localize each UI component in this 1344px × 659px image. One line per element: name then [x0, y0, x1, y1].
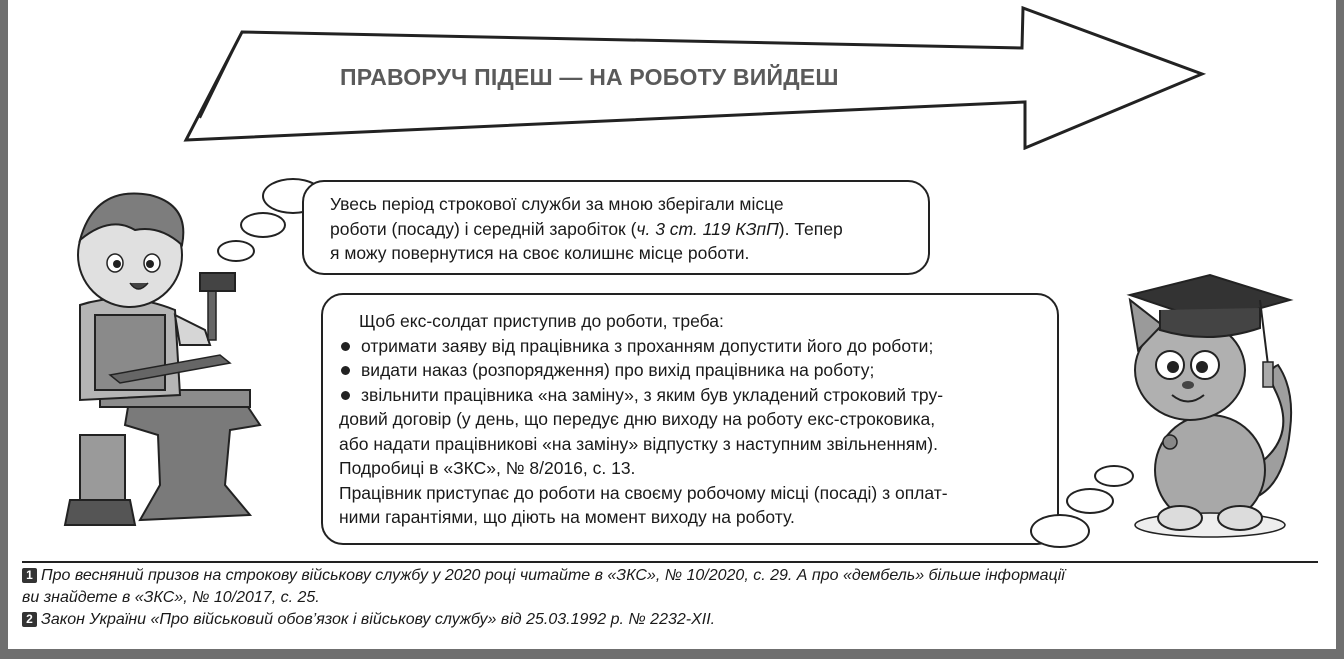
list-item: [339, 334, 1039, 359]
thought-circle-small: [217, 240, 255, 262]
footnote-number-badge: 1: [22, 568, 37, 583]
bubble-top-line-1: Увесь період строкової служби за мною зберігали місце: [330, 194, 784, 214]
footnote-divider: [22, 561, 1318, 563]
list-item-text: отримати заяву від працівника з проханням допустити його до роботи;: [361, 335, 934, 356]
bubble-top-line-2-pre: роботи (посаду) і середній заробіток (: [330, 218, 637, 239]
requirements-list: [339, 334, 1039, 408]
footnote-1: [22, 565, 1322, 587]
closing-line-1: Працівник приступає до роботи на своєму робочому місці (посаді) з оплат-: [339, 482, 948, 503]
law-reference: ч. 3 ст. 119 КЗпП: [636, 218, 779, 239]
list-item: [339, 383, 1039, 408]
frame-right-border: [1336, 0, 1344, 659]
cat-graduate-illustration: [1100, 270, 1310, 540]
list-item-3-continuation-2: або надати працівникові «на заміну» відпустку з наступним звільненням).: [339, 433, 938, 454]
list-item-text: видати наказ (розпорядження) про вихід працівника на роботу;: [361, 360, 875, 380]
list-item-text-line-1: звільнити працівника «на заміну», з яким був укладений строковий тру-: [361, 384, 944, 405]
thought-circle-medium: [240, 212, 286, 238]
list-item: [339, 358, 1039, 383]
bullet-icon: [341, 391, 350, 400]
footnote-2-text: Закон України «Про військовий обов’язок і військову службу» від 25.03.1992 р. № 2232-XII.: [41, 611, 716, 628]
footnote-1-text: Про весняний призов на строкову військову службу у 2020 році читайте в «ЗКС», № 10/2020, с. 29. А про «дембель» більше інформації: [41, 567, 1065, 584]
boy-blacksmith-illustration: [40, 185, 280, 535]
bubble-top-line-2: [330, 217, 908, 242]
thought-circle-cat-1: [1030, 514, 1090, 548]
bubble-top-line-2-post: ). Тепер: [778, 218, 843, 239]
thought-circle-cat-2: [1066, 488, 1114, 514]
speech-bubble-top: [302, 180, 930, 275]
frame-bottom-border: [0, 649, 1344, 659]
bullet-icon: [341, 366, 350, 375]
closing-line-2: ними гарантіями, що діють на момент виходу на роботу.: [339, 507, 795, 527]
footnotes: [22, 565, 1322, 631]
list-item-3-continuation-1: довий договір (у день, що передує дню виходу на роботу екс-строковика,: [339, 409, 936, 429]
footnote-number-badge: 2: [22, 612, 37, 627]
speech-bubble-main: [321, 293, 1059, 545]
footnote-1-continuation: ви знайдете в «ЗКС», № 10/2017, с. 25.: [22, 589, 320, 606]
bubble-top-line-3: я можу повернутися на своє колишнє місце роботи.: [330, 243, 750, 263]
footnote-2: [22, 609, 1322, 631]
bullet-icon: [341, 342, 350, 351]
details-reference: Подробиці в «ЗКС», № 8/2016, с. 13.: [339, 458, 636, 478]
frame-left-border: [0, 0, 8, 659]
thought-circle-cat-3: [1094, 465, 1134, 487]
banner-title: ПРАВОРУЧ ПІДЕШ — НА РОБОТУ ВИЙДЕШ: [340, 64, 839, 90]
bubble-main-intro: Щоб екс-солдат приступив до роботи, треба:: [359, 311, 724, 331]
